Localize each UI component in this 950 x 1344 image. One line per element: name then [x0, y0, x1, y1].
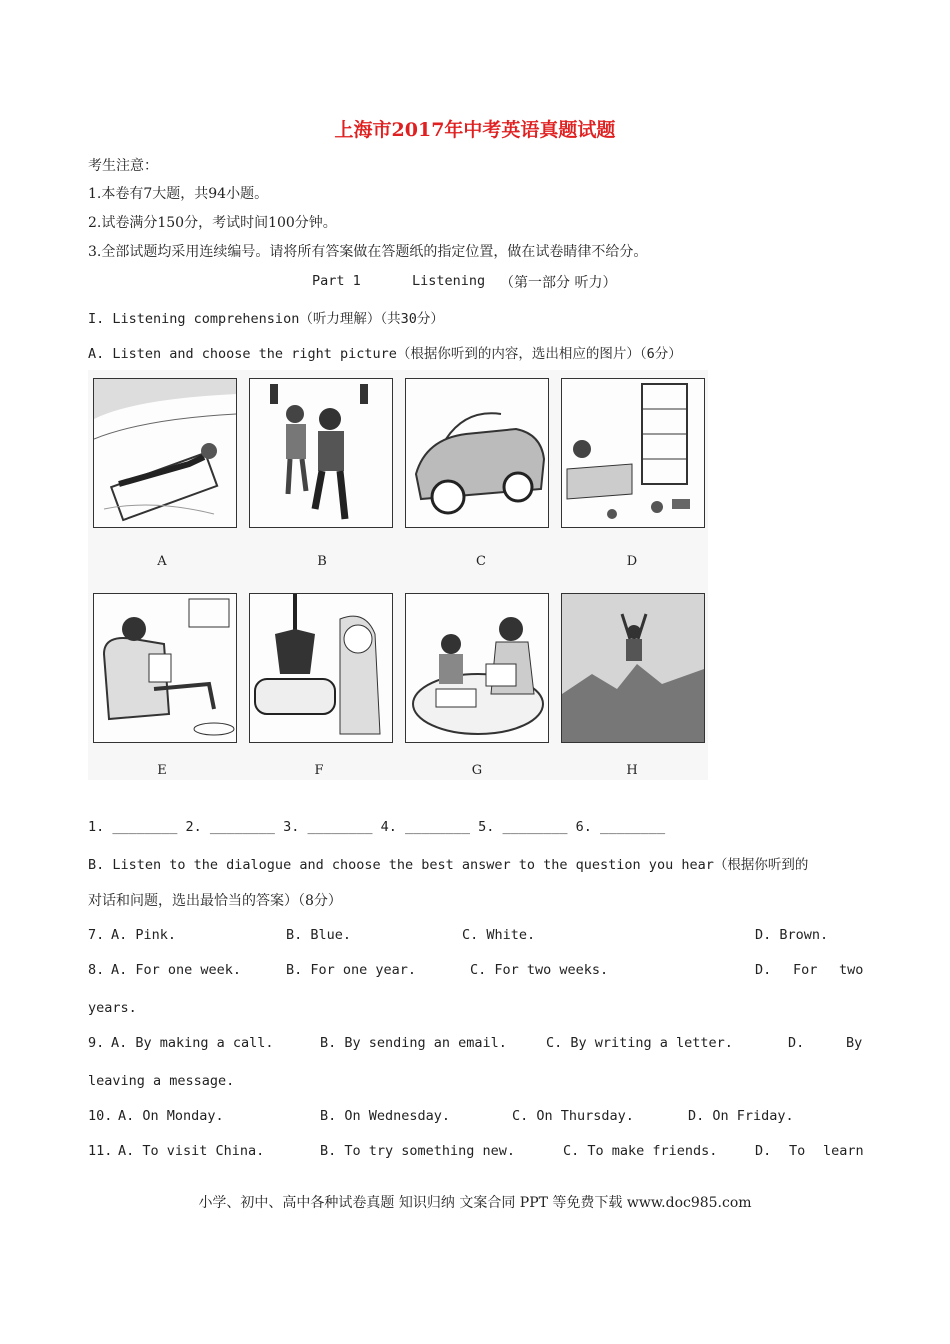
notice-item-3: 3.全部试题均采用连续编号。请将所有答案做在答题纸的指定位置，做在试卷睛律不给分。	[88, 244, 648, 260]
picture-b	[249, 378, 393, 528]
picture-e	[93, 593, 237, 743]
picture-h	[561, 593, 705, 743]
picture-label-b: B	[317, 554, 327, 569]
q9-option-b: B. By sending an email.	[320, 1035, 507, 1051]
q8-option-c: C. For two weeks.	[470, 962, 609, 978]
q10-option-c: C. On Thursday.	[512, 1108, 634, 1124]
q9-option-d-word1: By	[846, 1035, 863, 1051]
part-name: Part 1	[312, 273, 361, 289]
section-listening-comprehension: I. Listening comprehension（听力理解）（共30分）	[88, 311, 444, 327]
picture-f	[249, 593, 393, 743]
page-footer: 小学、初中、高中各种试卷真题 知识归纳 文案合同 PPT 等免费下载 www.doc985.com	[198, 1195, 752, 1211]
notice-item-2: 2.试卷满分150分，考试时间100分钟。	[88, 215, 337, 231]
q7-option-c: C. White.	[462, 927, 536, 943]
page-title: 上海市2017年中考英语真题试题	[334, 119, 616, 141]
q10-number: 10.	[88, 1108, 113, 1124]
notice-heading: 考生注意：	[88, 158, 158, 174]
part-title: Listening	[412, 273, 486, 289]
q8-option-b: B. For one year.	[286, 962, 417, 978]
q11-option-d-word1: To	[789, 1143, 806, 1159]
q8-number: 8.	[88, 962, 105, 978]
section-a-heading: A. Listen and choose the right picture（根据你听到的内容，选出相应的图片）（6分）	[88, 346, 682, 362]
picture-label-f: F	[314, 763, 324, 778]
picture-label-d: D	[626, 554, 638, 569]
picture-label-h: H	[626, 763, 638, 778]
part-title-cn: （第一部分 听力）	[500, 275, 617, 291]
q11-option-d-letter: D.	[755, 1143, 772, 1159]
picture-label-e: E	[157, 763, 167, 778]
q8-option-d-word1: For	[793, 962, 818, 978]
picture-c	[405, 378, 549, 528]
q11-option-c: C. To make friends.	[563, 1143, 718, 1159]
q10-option-b: B. On Wednesday.	[320, 1108, 451, 1124]
q9-option-c: C. By writing a letter.	[546, 1035, 733, 1051]
q8-option-d-letter: D.	[755, 962, 772, 978]
picture-label-g: G	[471, 763, 483, 778]
section-b-heading: B. Listen to the dialogue and choose the best answer to the question you hear（根据你听到的	[88, 857, 809, 873]
q9-option-d-letter: D.	[788, 1035, 805, 1051]
picture-label-a: A	[157, 554, 167, 569]
q11-option-b: B. To try something new.	[320, 1143, 516, 1159]
picture-label-c: C	[476, 554, 486, 569]
q10-option-a: A. On Monday.	[118, 1108, 224, 1124]
q7-option-d: D. Brown.	[755, 927, 829, 943]
q8-option-d-word2: two	[839, 962, 864, 978]
q9-number: 9.	[88, 1035, 105, 1051]
q10-option-d: D. On Friday.	[688, 1108, 794, 1124]
picture-g	[405, 593, 549, 743]
q7-option-a: A. Pink.	[111, 927, 177, 943]
q11-option-d-word2: learn	[823, 1143, 864, 1159]
section-b-heading-cont: 对话和问题，选出最恰当的答案）（8分）	[88, 893, 342, 909]
q11-number: 11.	[88, 1143, 113, 1159]
q7-option-b: B. Blue.	[286, 927, 352, 943]
notice-item-1: 1.本卷有7大题，共94小题。	[88, 186, 269, 202]
q8-option-d-cont: years.	[88, 1000, 137, 1016]
q9-option-d-cont: leaving a message.	[88, 1073, 235, 1089]
q9-option-a: A. By making a call.	[111, 1035, 274, 1051]
picture-a	[93, 378, 237, 528]
answer-blanks-1-6: 1. ________ 2. ________ 3. ________ 4. ________ 5. ________ 6. ________	[88, 819, 666, 835]
q7-number: 7.	[88, 927, 105, 943]
q8-option-a: A. For one week.	[111, 962, 242, 978]
picture-d	[561, 378, 705, 528]
q11-option-a: A. To visit China.	[118, 1143, 265, 1159]
